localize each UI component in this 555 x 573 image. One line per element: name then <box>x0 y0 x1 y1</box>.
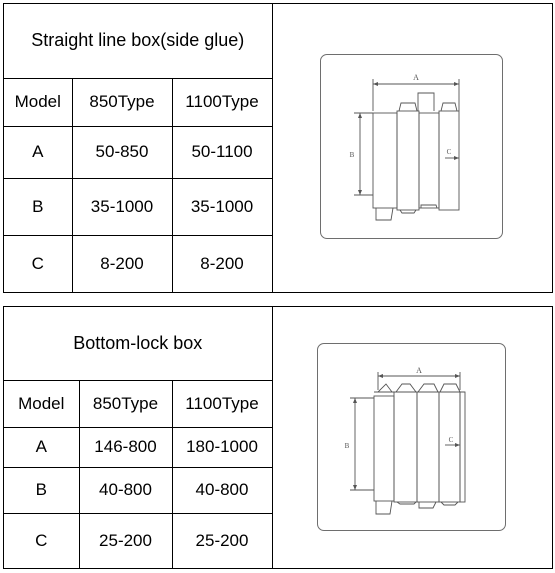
row-label: A <box>4 126 72 178</box>
table-title: Straight line box(side glue) <box>4 4 272 78</box>
box-panel <box>417 392 439 502</box>
row-label: C <box>4 235 72 292</box>
value-1100: 50-1100 <box>172 126 272 178</box>
dimension-a-label: A <box>413 73 419 82</box>
bottom-lock-box-panel <box>3 306 553 569</box>
box-panel <box>419 113 439 208</box>
bottom-flap <box>376 208 393 220</box>
value-1100: 40-800 <box>172 467 272 513</box>
glue-flap-panel <box>373 113 397 208</box>
box-panel <box>460 392 465 502</box>
straight-line-box-panel <box>3 3 553 293</box>
dimension-a-label: A <box>416 366 422 375</box>
top-flap <box>378 384 392 392</box>
bottom-lock-box-spec-table <box>4 307 273 568</box>
top-flap <box>418 384 438 392</box>
table-row <box>4 235 272 292</box>
straight-line-box-spec-table <box>4 4 273 292</box>
dimension-b-label: B <box>349 151 355 159</box>
table-row <box>4 178 272 235</box>
row-label: B <box>4 467 79 513</box>
diagram-frame <box>317 343 506 531</box>
header-1100-type: 1100Type <box>172 78 272 126</box>
top-flap <box>440 384 460 392</box>
header-850-type: 850Type <box>79 380 172 427</box>
value-1100: 35-1000 <box>172 178 272 235</box>
top-flap <box>396 384 416 392</box>
value-1100: 8-200 <box>172 235 272 292</box>
value-1100: 25-200 <box>172 513 272 568</box>
table-row <box>4 513 272 568</box>
diagram-frame <box>320 54 503 239</box>
value-850: 146-800 <box>79 427 172 467</box>
dimension-b-label: B <box>344 442 350 450</box>
dimension-c-label: C <box>446 148 452 156</box>
box-panel <box>397 111 419 210</box>
table-row <box>4 427 272 467</box>
glue-flap-panel <box>374 396 394 501</box>
value-850: 50-850 <box>72 126 172 178</box>
bottom-lock-flap <box>419 502 436 508</box>
top-flap <box>441 103 457 111</box>
row-label: B <box>4 178 72 235</box>
diagram-cell <box>272 307 552 568</box>
header-model: Model <box>4 380 79 427</box>
top-flap <box>418 93 434 111</box>
box-panel <box>439 111 459 210</box>
value-850: 25-200 <box>79 513 172 568</box>
value-850: 40-800 <box>79 467 172 513</box>
dimension-c-label: C <box>448 436 454 444</box>
header-1100-type: 1100Type <box>172 380 272 427</box>
row-label: A <box>4 427 79 467</box>
table-row <box>4 126 272 178</box>
value-850: 8-200 <box>72 235 172 292</box>
diagram-cell <box>272 4 552 292</box>
header-model: Model <box>4 78 72 126</box>
box-panel <box>439 392 460 502</box>
bottom-lock-box-diagram <box>318 344 505 530</box>
top-flap <box>399 103 417 111</box>
value-850: 35-1000 <box>72 178 172 235</box>
straight-box-diagram <box>321 55 502 238</box>
bottom-lock-flap <box>376 501 392 514</box>
bottom-lock-flap <box>441 502 458 505</box>
table-row <box>4 467 272 513</box>
row-label: C <box>4 513 79 568</box>
value-1100: 180-1000 <box>172 427 272 467</box>
box-panel <box>394 392 417 502</box>
table-title: Bottom-lock box <box>4 307 272 380</box>
header-850-type: 850Type <box>72 78 172 126</box>
